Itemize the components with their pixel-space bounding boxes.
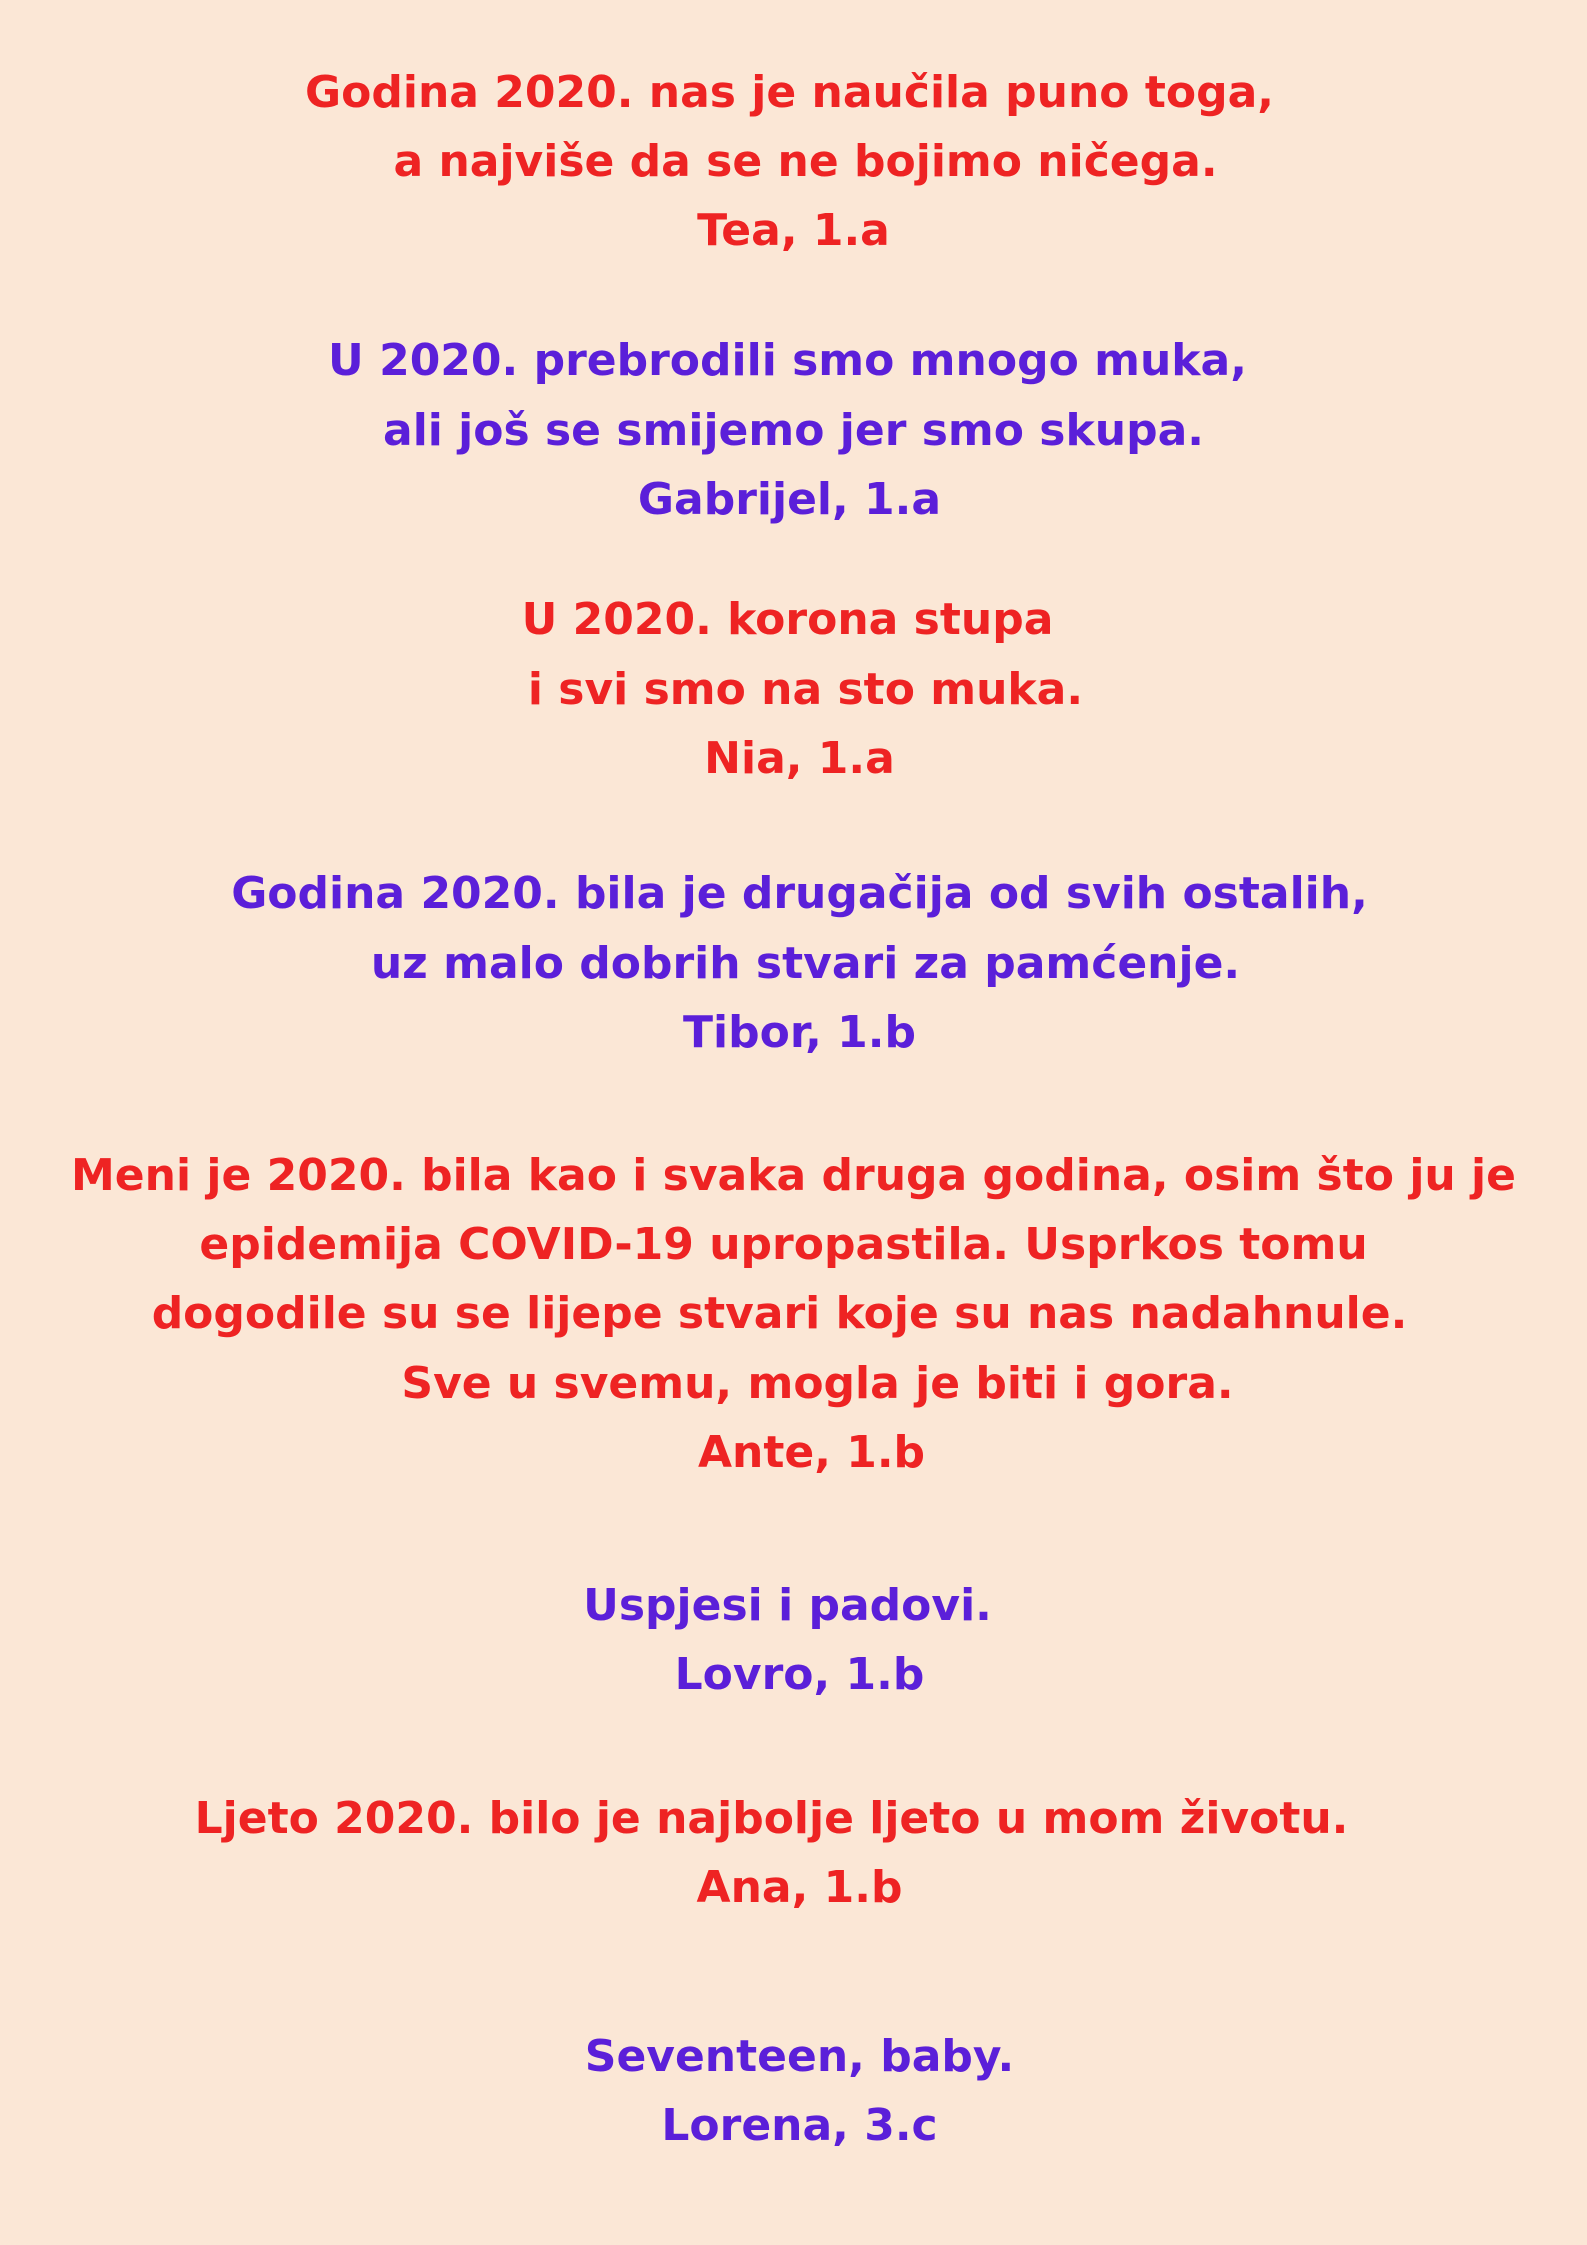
poem-5-line-3: dogodile su se lijepe stvari koje su nas nadahnule. bbox=[151, 1288, 1408, 1339]
poem-8-line-1: Seventeen, baby. bbox=[584, 2031, 1015, 2082]
poem-8-author: Lorena, 3.c bbox=[661, 2100, 938, 2151]
poem-2-author: Gabrijel, 1.a bbox=[637, 474, 942, 525]
poem-7-author: Ana, 1.b bbox=[696, 1862, 903, 1913]
poem-1-line-1: Godina 2020. nas je naučila puno toga, bbox=[305, 67, 1274, 118]
poem-3-line-1: U 2020. korona stupa bbox=[521, 594, 1054, 645]
poem-4-line-2: uz malo dobrih stvari za pamćenje. bbox=[370, 938, 1241, 989]
poem-5-line-4: Sve u svemu, mogla je biti i gora. bbox=[401, 1358, 1234, 1409]
poem-3-author: Nia, 1.a bbox=[704, 733, 895, 784]
poem-5-line-1: Meni je 2020. bila kao i svaka druga godina, osim što ju je bbox=[71, 1150, 1516, 1201]
poem-3-line-2: i svi smo na sto muka. bbox=[527, 664, 1084, 715]
poem-4-author: Tibor, 1.b bbox=[683, 1007, 916, 1058]
poem-2-line-2: ali još se smijemo jer smo skupa. bbox=[383, 405, 1204, 456]
poem-1-author: Tea, 1.a bbox=[697, 205, 890, 256]
poem-6-line-1: Uspjesi i padovi. bbox=[583, 1580, 992, 1631]
poem-5-line-2: epidemija COVID-19 upropastila. Usprkos tomu bbox=[199, 1219, 1368, 1270]
poem-5-author: Ante, 1.b bbox=[697, 1427, 926, 1478]
poem-2-line-1: U 2020. prebrodili smo mnogo muka, bbox=[328, 335, 1247, 386]
poem-4-line-1: Godina 2020. bila je drugačija od svih ostalih, bbox=[231, 868, 1368, 919]
poem-6-author: Lovro, 1.b bbox=[674, 1649, 925, 1700]
poem-7-line-1: Ljeto 2020. bilo je najbolje ljeto u mom životu. bbox=[194, 1793, 1349, 1844]
poem-1-line-2: a najviše da se ne bojimo ničega. bbox=[393, 136, 1218, 187]
